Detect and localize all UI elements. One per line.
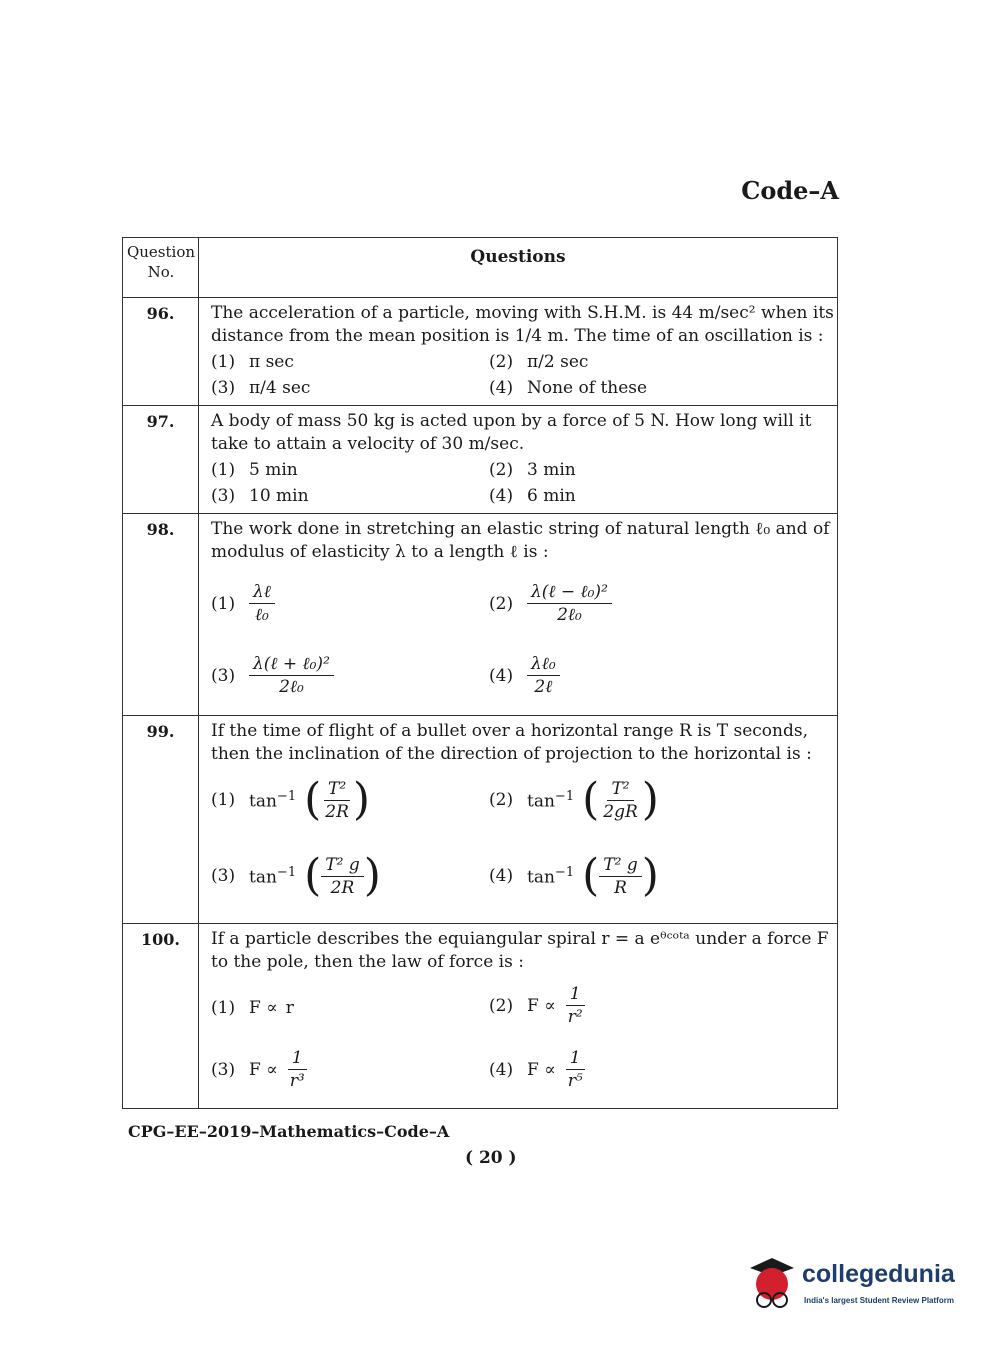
- option-3: (3) $\frac{\text{λ(ℓ + ℓ₀)²}}{\text{2ℓ₀}}$: [211, 654, 334, 697]
- question-number: 100.: [141, 930, 180, 949]
- option-3: (3) π/4 sec: [211, 378, 311, 398]
- question-text: The work done in stretching an elastic string of natural length ℓ₀ and of modulus of elasticity λ to a length ℓ is :: [211, 519, 830, 562]
- question-number: 97.: [146, 412, 175, 431]
- option-3: (3) F ∝ $\frac{1}{\text{r³}}$: [211, 1048, 305, 1091]
- option-3: (3) $\tan^{-1}$ ( $\frac{\text{T² g}}{2R}$ ): [211, 850, 381, 901]
- questions-header: Questions: [470, 247, 566, 267]
- paper-code: Code–A: [741, 176, 839, 205]
- question-row-100: [123, 924, 837, 1110]
- fraction: $\frac{\text{λℓ₀}}{\text{2ℓ}}$: [527, 654, 560, 697]
- option-2: (2) π/2 sec: [489, 352, 589, 372]
- mascot-icon: [742, 1254, 800, 1314]
- question-row-96: [123, 298, 837, 406]
- fraction: $\frac{\text{λ(ℓ + ℓ₀)²}}{\text{2ℓ₀}}$: [249, 654, 334, 697]
- option-2: (2) $\frac{\text{λ(ℓ − ℓ₀)²}}{\text{2ℓ₀}}$: [489, 582, 612, 625]
- option-1: (1) 5 min: [211, 460, 298, 480]
- option-2: (2) F ∝ $\frac{1}{\text{r²}}$: [489, 984, 583, 1027]
- question-row-98: [123, 514, 837, 716]
- question-number: 96.: [146, 304, 175, 323]
- question-text: A body of mass 50 kg is acted upon by a force of 5 N. How long will it take to attain a velocity of 30 m/sec.: [211, 411, 812, 454]
- option-4: (4) $\frac{\text{λℓ₀}}{\text{2ℓ}}$: [489, 654, 560, 697]
- logo-wordmark: collegedunia: [802, 1260, 955, 1288]
- collegedunia-logo: [742, 1254, 972, 1314]
- option-1: (1) F ∝ r: [211, 998, 294, 1018]
- question-text: If the time of flight of a bullet over a horizontal range R is T seconds, then the inclination of the direction of projection to the horizontal is :: [211, 721, 812, 764]
- questions-table: [122, 237, 838, 1109]
- footer-paper-code: CPG–EE–2019–Mathematics–Code–A: [128, 1122, 450, 1141]
- option-1: (1) π sec: [211, 352, 294, 372]
- question-no-header: Question No.: [126, 243, 196, 281]
- option-2: (2) $\tan^{-1}$ ( $\frac{\text{T²}}{2gR}$ ): [489, 774, 659, 825]
- table-header: [123, 238, 837, 298]
- page-number: ( 20 ): [465, 1148, 517, 1168]
- question-row-99: [123, 716, 837, 924]
- question-number: 98.: [146, 520, 175, 539]
- question-number: 99.: [146, 722, 175, 741]
- question-text: If a particle describes the equiangular spiral r = a eᶿᶜᵒᵗᵃ under a force F to the pole, then the law of force is :: [211, 929, 829, 972]
- fraction: $\frac{\text{λ(ℓ − ℓ₀)²}}{\text{2ℓ₀}}$: [527, 582, 612, 625]
- question-row-97: [123, 406, 837, 514]
- question-text: The acceleration of a particle, moving with S.H.M. is 44 m/sec² when its distance from the mean position is 1/4 m. The time of an oscillation is :: [211, 303, 834, 346]
- option-1: (1) $\frac{\text{λℓ}}{\text{ℓ₀}}$: [211, 582, 275, 625]
- option-2: (2) 3 min: [489, 460, 576, 480]
- option-1: (1) $\tan^{-1}$ ( $\frac{\text{T²}}{2R}$ ): [211, 774, 371, 825]
- option-4: (4) F ∝ $\frac{1}{\text{r⁵}}$: [489, 1048, 583, 1091]
- logo-tagline: India's largest Student Review Platform: [804, 1296, 954, 1305]
- option-4: (4) $\tan^{-1}$ ( $\frac{\text{T² g}}{R}$ ): [489, 850, 659, 901]
- option-3: (3) 10 min: [211, 486, 309, 506]
- fraction: $\frac{\text{λℓ}}{\text{ℓ₀}}$: [249, 582, 275, 625]
- option-4: (4) None of these: [489, 378, 648, 398]
- option-4: (4) 6 min: [489, 486, 576, 506]
